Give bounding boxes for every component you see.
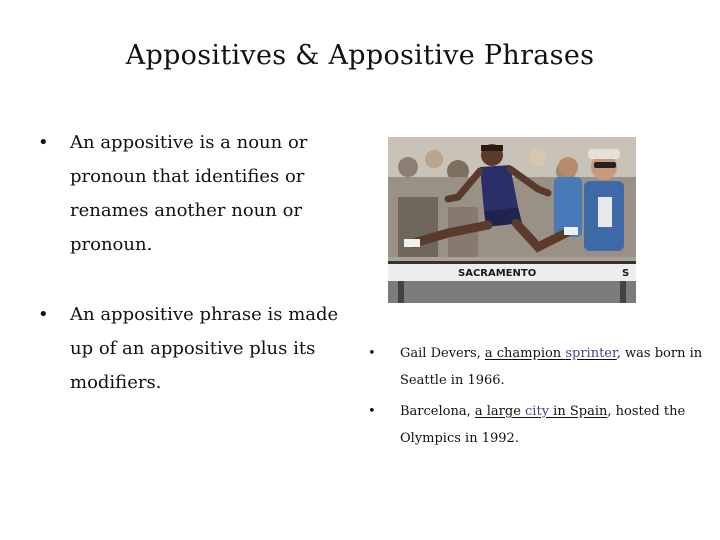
appositive-modifier: in Spain (549, 404, 608, 419)
appositive-modifier: a champion (484, 346, 566, 361)
appositive-noun: city (525, 404, 550, 419)
appositive-phrase (485, 346, 617, 361)
example-suffix: , hosted the Olympics in 1992. (400, 404, 686, 446)
definition-text: An appositive phrase is made up of an appositive plus its modifiers. (70, 304, 339, 393)
banner-text: S (622, 268, 630, 279)
banner-text: SACRAMENTO (458, 268, 537, 279)
example-text (400, 346, 702, 388)
slide-title: Appositives & Appositive Phrases (125, 40, 595, 71)
appositive-noun: sprinter (565, 346, 617, 361)
list-item (38, 126, 358, 262)
definition-list (38, 126, 358, 400)
example-text (400, 404, 685, 446)
list-item (38, 298, 358, 400)
list-item (368, 398, 708, 452)
bullet-icon: • (368, 346, 376, 361)
definition-text: An appositive is a noun or pronoun that identifies or renames another noun or pronoun. (70, 132, 308, 255)
appositive-modifier: a large (474, 404, 526, 419)
list-item (368, 340, 708, 394)
hurdler-photo (388, 137, 636, 303)
example-prefix: Gail Devers, (400, 346, 485, 361)
bullet-icon: • (368, 404, 376, 419)
example-prefix: Barcelona, (400, 404, 475, 419)
example-suffix: , was born in Seattle in 1966. (400, 346, 703, 388)
example-list (368, 340, 708, 452)
appositive-phrase (475, 404, 607, 419)
bullet-icon: • (38, 304, 49, 325)
bullet-icon: • (38, 132, 49, 153)
